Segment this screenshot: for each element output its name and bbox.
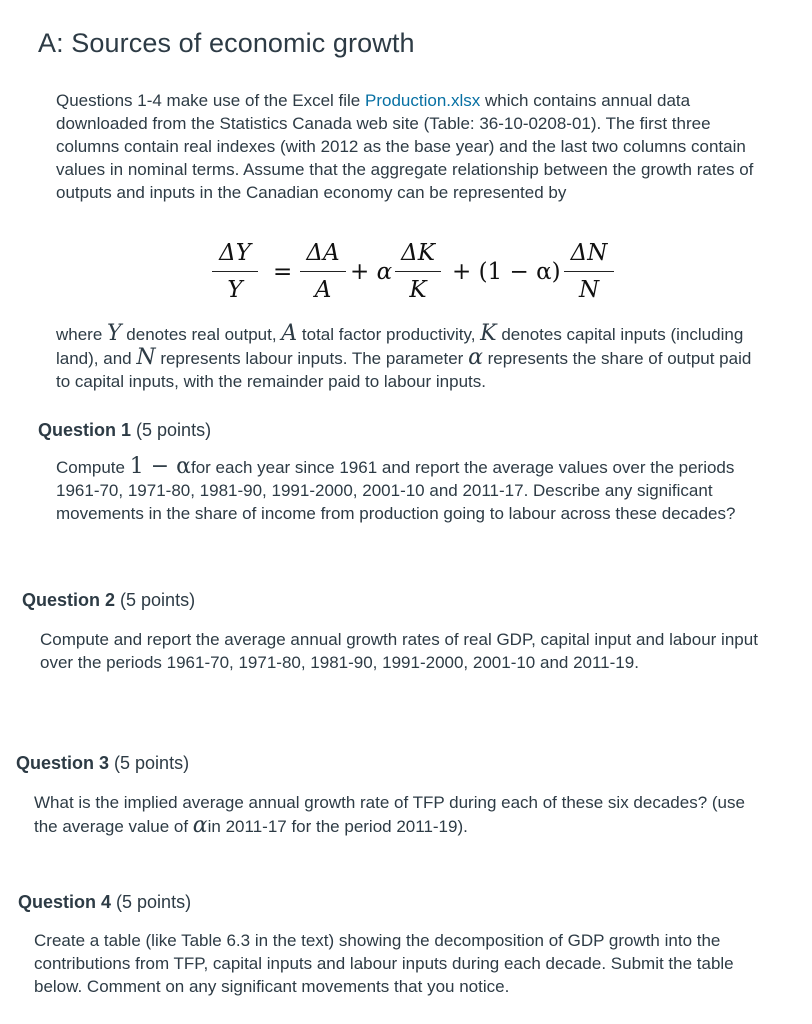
fraction-denominator: N — [578, 277, 600, 303]
where-text: where — [56, 325, 108, 344]
intro-text-start: Questions 1-4 make use of the Excel file — [56, 91, 365, 110]
symbol-y: Y — [107, 321, 122, 346]
fraction-dy-y — [212, 238, 258, 305]
question-2-heading — [22, 590, 195, 611]
where-text: denotes capital inputs (including land), and — [56, 325, 744, 368]
symbol-alpha: α — [468, 345, 483, 370]
alpha-math: α — [192, 813, 208, 838]
q1-body: for each year since 1961 and report the average values over the periods 1961-70, 1971-80, 1981-90, 1991-2000, 2001-10 and 2011-17. Describe any significant movements in the share of income from production going to labour across these decades? — [56, 458, 736, 523]
question-1-points: (5 points) — [136, 420, 212, 440]
question-2-points: (5 points) — [120, 590, 196, 610]
question-3-text — [34, 791, 754, 838]
q1-pre: Compute — [56, 458, 130, 477]
fraction-numerator: ΔY — [219, 240, 251, 266]
question-2-title: Question 2 — [22, 590, 116, 610]
question-3-points: (5 points) — [114, 753, 190, 773]
question-1-heading — [38, 420, 211, 441]
math-expression: 1 − α — [129, 454, 191, 479]
fraction-denominator: Y — [227, 277, 243, 303]
q3-body: in 2011-17 for the period 2011-19). — [207, 817, 468, 836]
where-text: total factor productivity, — [297, 325, 481, 344]
variable-definitions — [56, 322, 768, 393]
fraction-denominator: K — [409, 277, 427, 303]
plus-alpha: + α — [350, 259, 393, 285]
question-3-heading — [16, 753, 189, 774]
fraction-numerator: ΔK — [401, 240, 435, 266]
where-text: represents the share of output paid to capital inputs, with the remainder paid to labour inputs. — [56, 349, 752, 391]
question-1-text — [56, 455, 768, 525]
question-2-text: Compute and report the average annual growth rates of real GDP, capital input and labour input over the periods 1961-70, 1971-80, 1981-90, 1991-2000, 2001-10 and 2011-19. — [40, 630, 758, 672]
fraction-bar — [564, 271, 614, 272]
growth-accounting-equation — [180, 238, 632, 310]
question-4-points: (5 points) — [116, 892, 192, 912]
fraction-denominator: A — [314, 277, 332, 303]
plus-one-minus-alpha: + (1 − α) — [452, 259, 561, 285]
fraction-dk-k — [395, 238, 441, 305]
symbol-a: A — [281, 321, 298, 346]
production-xlsx-link[interactable]: Production.xlsx — [365, 91, 481, 110]
fraction-numerator: ΔA — [306, 240, 340, 266]
fraction-bar — [300, 271, 346, 272]
question-3-title: Question 3 — [16, 753, 110, 773]
intro-paragraph — [56, 89, 768, 204]
fraction-dn-n — [564, 238, 614, 305]
fraction-bar — [395, 271, 441, 272]
where-text: represents labour inputs. The parameter — [155, 349, 469, 368]
fraction-numerator: ΔN — [570, 240, 608, 266]
question-1-title: Question 1 — [38, 420, 132, 440]
question-4-heading — [18, 892, 191, 913]
fraction-da-a — [300, 238, 346, 305]
question-4-title: Question 4 — [18, 892, 112, 912]
where-text: denotes real output, — [121, 325, 282, 344]
question-4-text: Create a table (like Table 6.3 in the text) showing the decomposition of GDP growth into the contributions from TFP, capital inputs and labour inputs during each decade. Submit the table below. Comment on any significant movements that you notice. — [34, 931, 734, 996]
intro-text-end: which contains annual data downloaded from the Statistics Canada web site (Table: 36-10-0208-01). The first three columns contain real indexes (with 2012 as the base year) and the last two columns contain values in nominal terms. Assume that the aggregate relationship between the growth rates of outputs and inputs in the Canadian economy can be represented by — [56, 91, 754, 202]
equals-sign: = — [273, 259, 293, 285]
one-minus-alpha-math — [130, 454, 191, 479]
symbol-k: K — [480, 321, 497, 346]
page-title: A: Sources of economic growth — [38, 28, 415, 58]
q3-pre: What is the implied average annual growth rate of TFP during each of these six decades? (use the average value of — [34, 793, 745, 836]
symbol-n: N — [136, 345, 156, 370]
fraction-bar — [212, 271, 258, 272]
